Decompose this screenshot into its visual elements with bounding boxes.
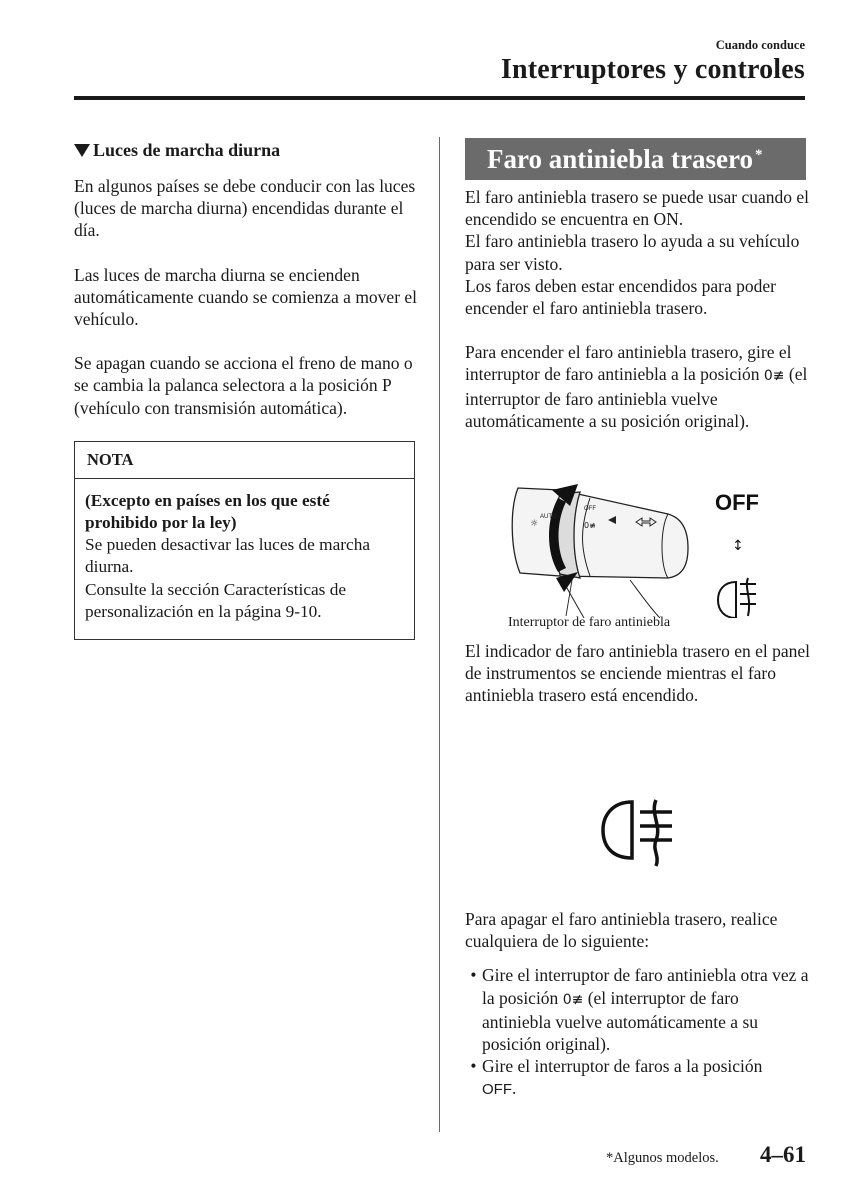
paragraph: Las luces de marcha diurna se encienden automáticamente cuando se comienza a mover el vehículo. [74,264,418,330]
text-run: (el interruptor de faro antiniebla vuelve automáticamente a su posición original). [482,987,759,1055]
rear-fog-light-icon: 0≢ [562,991,584,1008]
indicator-text-block [465,640,810,707]
text-run: . [512,1078,517,1099]
note-line: Se pueden desactivar las luces de marcha diurna. [85,535,371,577]
header-rule [74,96,805,100]
stalk-off-label: OFF [584,506,596,512]
note-box [74,441,415,640]
triangle-bullet-icon [74,144,90,157]
off-inline-label: OFF [482,1081,512,1099]
paragraph-turn-on [465,341,810,432]
footnote: *Algunos modelos. [606,1150,719,1166]
text-run: Para encender el faro antiniebla trasero, gire el interruptor de faro antiniebla a la posición [465,342,792,385]
list-item-text [482,1055,762,1101]
banner-asterisk: * [754,146,763,163]
note-body [75,479,414,639]
note-heading: NOTA [75,442,414,479]
paragraph: Los faros deben estar encendidos para poder encender el faro antiniebla trasero. [465,275,776,319]
rear-fog-light-icon: 0≢ [763,368,785,385]
text-run: Gire el interruptor de faro antiniebla otra vez a la posición [482,965,809,1008]
rear-fog-indicator-icon [598,796,678,868]
note-line: Consulte la sección Características de personalización en la página 9-10. [85,579,347,621]
subheading-text: Luces de marcha diurna [93,140,281,160]
turn-off-text-block [465,908,810,1102]
paragraph: El faro antiniebla trasero se puede usar cuando el encendido se encuentra en ON. [465,187,810,230]
note-bold-line: (Excepto en países en los que esté prohibido por la ley) [85,490,330,533]
running-header-section: Cuando conduce [715,38,805,52]
figure-caption: Interruptor de faro antiniebla [508,615,671,630]
paragraph: Para apagar el faro antiniebla trasero, realice cualquiera de lo siguiente: [465,909,778,952]
bullet-mark: • [470,965,477,986]
left-column [74,140,419,640]
bullet-mark: • [470,1056,477,1077]
stalk-auto-label: AUTO [540,514,557,520]
running-header-title: Interruptores y controles [500,54,805,85]
list-item [465,964,810,1055]
paragraph: El indicador de faro antiniebla trasero en el panel de instrumentos se enciende mientras el faro antiniebla trasero está encendido. [465,641,810,706]
position-arrow-icon: ↕ [732,538,744,554]
subheading-daytime-lights [74,140,419,161]
text-run: (el interruptor de faro antiniebla vuelve automáticamente a su posición original). [465,364,808,431]
paragraph: Se apagan cuando se acciona el freno de mano o se cambia la palanca selectora a la posición P (vehículo con transmisión automática). [74,353,413,418]
section-banner [465,138,806,180]
right-column [465,138,810,432]
banner-title: Faro antiniebla trasero [487,143,753,174]
paragraph: El faro antiniebla trasero lo ayuda a su vehículo para ser visto. [465,231,800,274]
list-item-text [482,964,810,1055]
page-number: 4–61 [760,1142,806,1167]
text-run: Gire el interruptor de faros a la posición [482,1056,763,1077]
bullet-list [465,964,810,1101]
stalk-light-symbol: ☼ [530,519,539,529]
fog-switch-figure [500,468,780,618]
off-position-label: OFF [715,490,759,515]
paragraph: En algunos países se debe conducir con las luces (luces de marcha diurna) encendidas durante el día. [74,176,416,241]
list-item [465,1055,810,1101]
column-divider [439,137,440,1132]
rear-fog-light-icon [718,578,756,618]
stalk-fog-symbol: 0≢ [584,521,596,530]
